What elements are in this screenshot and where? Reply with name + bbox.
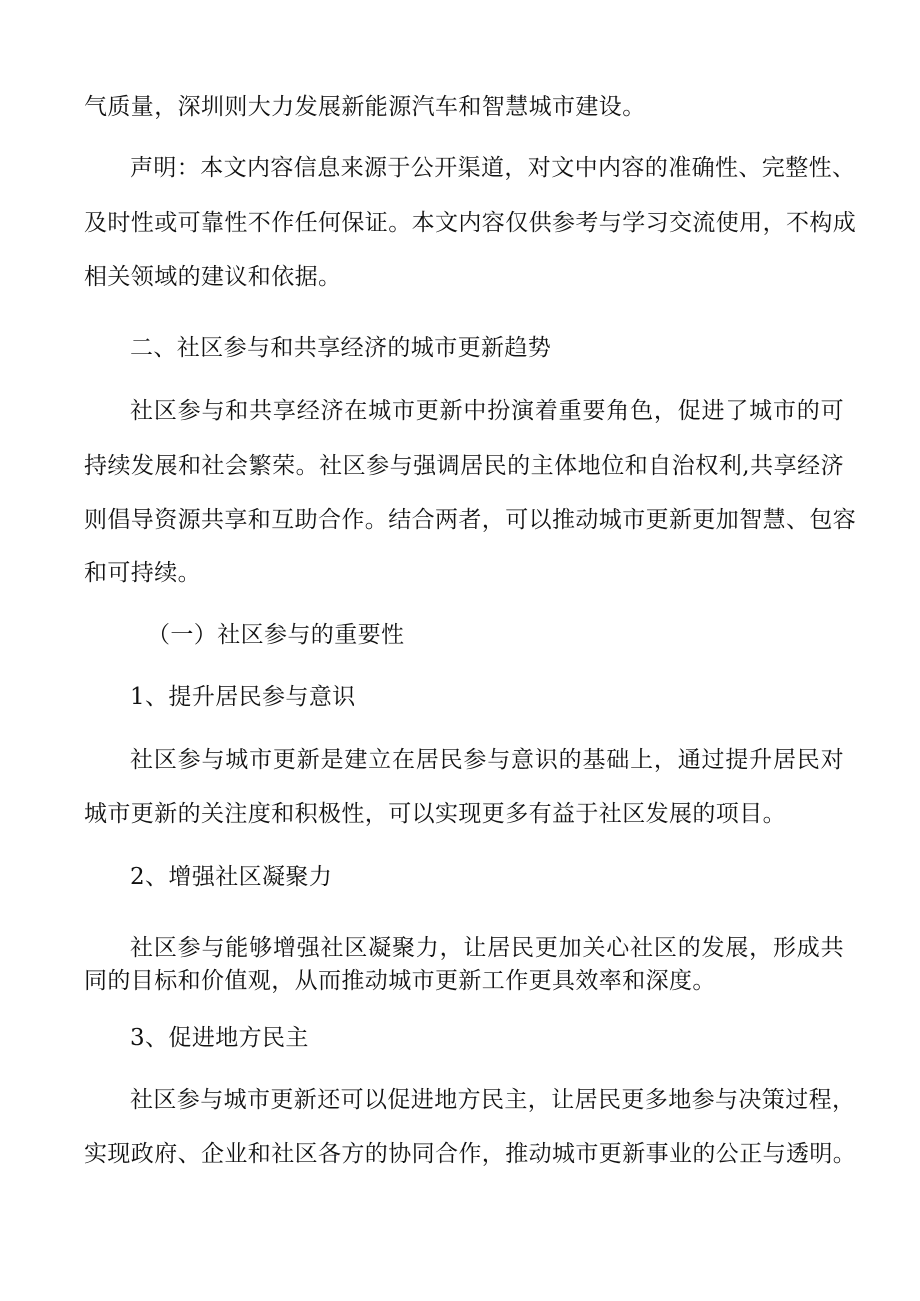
subsection-heading: （一）社区参与的重要性 bbox=[147, 622, 405, 648]
disclaimer-line-1: 声明：本文内容信息来源于公开渠道，对文中内容的准确性、完整性、 bbox=[130, 155, 856, 181]
body-paragraph-line: 城市更新的关注度和积极性，可以实现更多有益于社区发展的项目。 bbox=[84, 801, 786, 827]
item-heading-3: 3、促进地方民主 bbox=[130, 1025, 309, 1051]
body-paragraph-line: 社区参与能够增强社区凝聚力，让居民更加关心社区的发展，形成共 bbox=[130, 935, 844, 961]
section-heading: 二、社区参与和共享经济的城市更新趋势 bbox=[130, 335, 552, 361]
item-heading-2: 2、增强社区凝聚力 bbox=[130, 864, 333, 890]
body-paragraph-line: 同的目标和价值观，从而推动城市更新工作更具效率和深度。 bbox=[84, 968, 716, 994]
body-paragraph-line: 社区参与和共享经济在城市更新中扮演着重要角色，促进了城市的可 bbox=[130, 398, 844, 424]
body-paragraph-line: 则倡导资源共享和互助合作。结合两者，可以推动城市更新更加智慧、包容 bbox=[84, 507, 857, 533]
paragraph-continuation-line: 气质量，深圳则大力发展新能源汽车和智慧城市建设。 bbox=[84, 94, 646, 120]
disclaimer-line-2: 及时性或可靠性不作任何保证。本文内容仅供参考与学习交流使用，不构成 bbox=[84, 210, 857, 236]
body-paragraph-line: 实现政府、企业和社区各方的协同合作，推动城市更新事业的公正与透明。 bbox=[84, 1141, 857, 1167]
body-paragraph-line: 社区参与城市更新是建立在居民参与意识的基础上，通过提升居民对 bbox=[130, 747, 844, 773]
body-paragraph-line: 持续发展和社会繁荣。社区参与强调居民的主体地位和自治权利,共享经济 bbox=[84, 453, 844, 479]
disclaimer-line-3: 相关领域的建议和依据。 bbox=[84, 264, 342, 290]
body-paragraph-line: 社区参与城市更新还可以促进地方民主，让居民更多地参与决策过程， bbox=[130, 1087, 856, 1113]
body-paragraph-line: 和可持续。 bbox=[84, 560, 201, 586]
item-heading-1: 1、提升居民参与意识 bbox=[130, 684, 356, 710]
